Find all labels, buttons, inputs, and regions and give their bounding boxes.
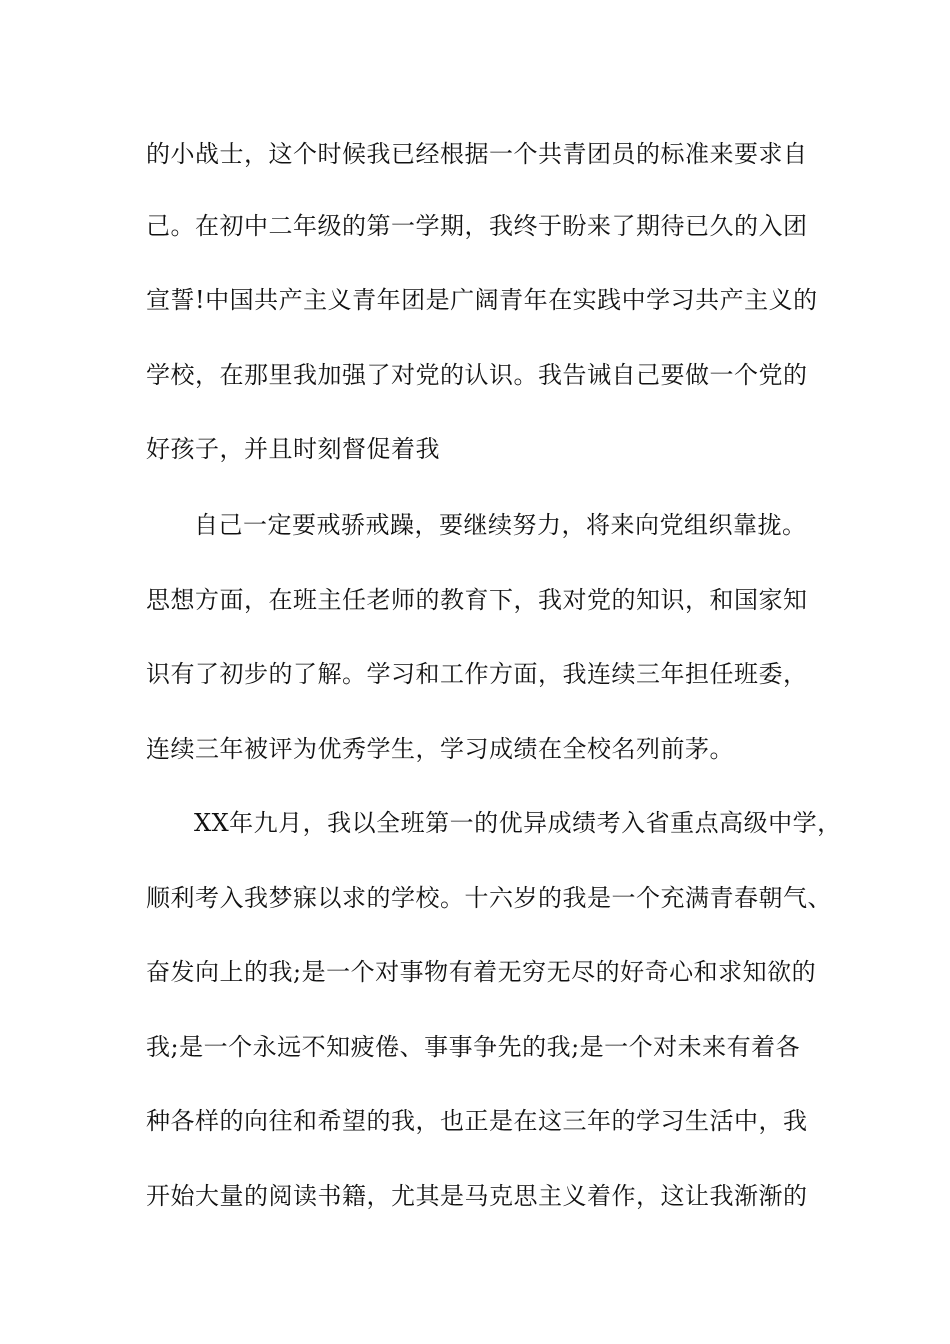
text-line: 识有了初步的了解。学习和工作方面，我连续三年担任班委， <box>146 660 808 688</box>
text-line: 己。在初中二年级的第一学期，我终于盼来了期待已久的入团 <box>146 212 808 240</box>
text-line: 奋发向上的我;是一个对事物有着无穷无尽的好奇心和求知欲的 <box>146 958 817 986</box>
text-line: 思想方面，在班主任老师的教育下，我对党的知识，和国家知 <box>146 586 808 614</box>
text-line: 顺利考入我梦寐以求的学校。十六岁的我是一个充满青春朝气、 <box>146 884 832 912</box>
text-line: XX年九月，我以全班第一的优异成绩考入省重点高级中学， <box>194 809 842 837</box>
text-line: 种各样的向往和希望的我，也正是在这三年的学习生活中，我 <box>146 1107 808 1135</box>
text-line: 学校，在那里我加强了对党的认识。我告诫自己要做一个党的 <box>146 361 808 389</box>
text-line: 的小战士，这个时候我已经根据一个共青团员的标准来要求自 <box>146 140 808 168</box>
text-line: 自己一定要戒骄戒躁，要继续努力，将来向党组织靠拢。 <box>194 511 807 539</box>
text-line: 好孩子，并且时刻督促着我 <box>146 435 440 463</box>
text-line: 开始大量的阅读书籍，尤其是马克思主义着作，这让我渐渐的 <box>146 1182 808 1210</box>
text-line: 宣誓!中国共产主义青年团是广阔青年在实践中学习共产主义的 <box>146 286 818 314</box>
text-line: 我;是一个永远不知疲倦、事事争先的我;是一个对未来有着各 <box>146 1033 801 1061</box>
text-line: 连续三年被评为优秀学生，学习成绩在全校名列前茅。 <box>146 735 734 763</box>
